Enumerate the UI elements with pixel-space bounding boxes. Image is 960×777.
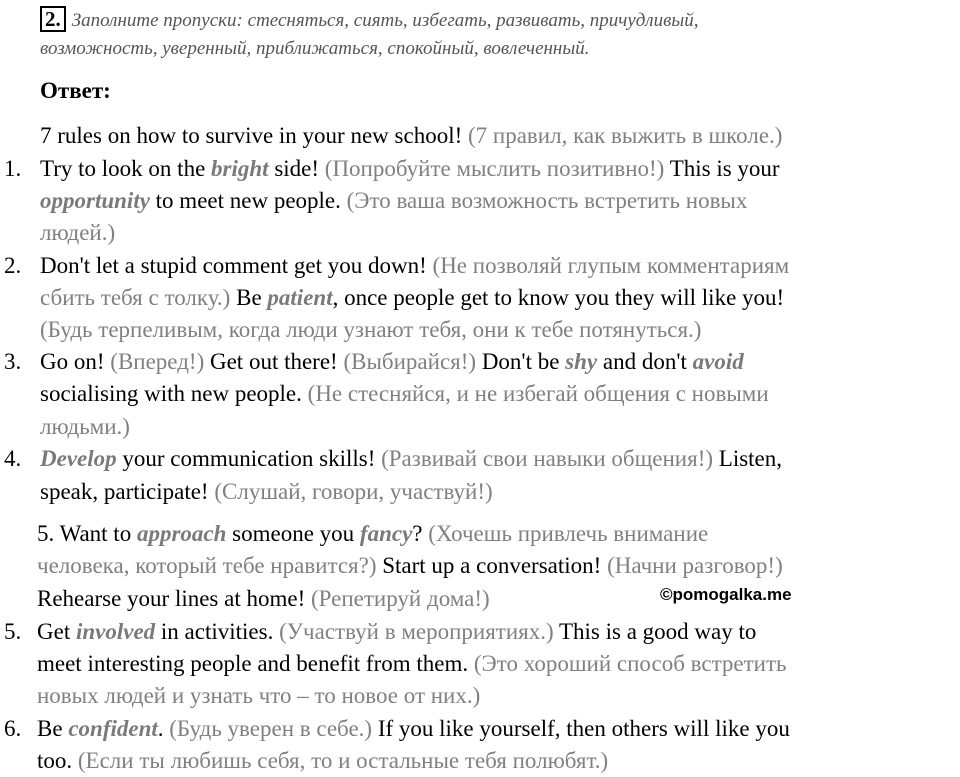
text-line bbox=[37, 583, 490, 615]
text-en: Don't let a stupid comment get you down! bbox=[40, 253, 433, 278]
text-line bbox=[40, 153, 780, 185]
keyword: Develop bbox=[40, 446, 117, 471]
text-ru: людей.) bbox=[40, 220, 116, 245]
list-number: 3. bbox=[4, 349, 22, 374]
text-line bbox=[37, 745, 608, 777]
keyword: opportunity bbox=[40, 188, 150, 213]
text-line bbox=[40, 282, 784, 314]
text-en: speak, participate! bbox=[40, 479, 215, 504]
text-line bbox=[40, 185, 747, 217]
text-ru: людьми.) bbox=[40, 414, 130, 439]
keyword: shy bbox=[565, 349, 598, 374]
text-line bbox=[40, 120, 782, 152]
task-instruction-line2: возможность, уверенный, приближаться, спокойный, вовлеченный. bbox=[40, 38, 590, 59]
text-en: , once people get to know you they will like you! bbox=[332, 285, 785, 310]
text-line bbox=[40, 443, 782, 475]
text-ru: (Репетируй дома!) bbox=[311, 586, 490, 611]
answer-label: Ответ: bbox=[40, 78, 111, 103]
task-number: 2. bbox=[40, 6, 66, 32]
text-ru: человека, который тебе нравится?) bbox=[37, 553, 377, 578]
text-line bbox=[40, 411, 130, 443]
keyword: avoid bbox=[692, 349, 744, 374]
text-ru: (Хочешь привлечь внимание bbox=[428, 521, 709, 546]
text-en: and don't bbox=[597, 349, 693, 374]
text-ru: (Попробуйте мыслить позитивно!) bbox=[324, 156, 665, 181]
text-ru: (Не позволяй глупым комментариям bbox=[432, 253, 790, 278]
text-en: ? bbox=[412, 521, 429, 546]
text-en: This is your bbox=[664, 156, 780, 181]
text-en: Listen, bbox=[713, 446, 783, 471]
text-en: too. bbox=[37, 748, 78, 773]
text-en: If you like yourself, then others will like you bbox=[372, 716, 790, 741]
text-ru: (Вперед!) bbox=[110, 349, 205, 374]
text-ru: (Развивай свои навыки общения!) bbox=[381, 446, 714, 471]
text-ru: (Участвуй в мероприятиях.) bbox=[279, 619, 554, 644]
text-ru: (Будь терпеливым, когда люди узнают тебя, они к тебе потянуться.) bbox=[40, 317, 702, 342]
text-line bbox=[40, 476, 493, 508]
keyword: bright bbox=[211, 156, 269, 181]
text-en: in activities. bbox=[155, 619, 280, 644]
text-ru: (Это ваша возможность встретить новых bbox=[346, 188, 748, 213]
watermark: ©pomogalka.me bbox=[660, 585, 792, 604]
text-line bbox=[40, 346, 744, 378]
list-number: 4. bbox=[4, 446, 22, 471]
text-en: Try to look on the bbox=[40, 156, 212, 181]
text-en: 5. Want to bbox=[37, 521, 137, 546]
text-en: This is a good way to bbox=[553, 619, 757, 644]
text-line bbox=[37, 518, 708, 550]
task-instruction-line1: Заполните пропуски: стесняться, сиять, избегать, развивать, причудливый, bbox=[71, 10, 699, 31]
text-en: Rehearse your lines at home! bbox=[37, 586, 311, 611]
task-instruction bbox=[40, 6, 940, 63]
text-en: Get out there! bbox=[204, 349, 344, 374]
list-number: 1. bbox=[4, 156, 22, 181]
text-en: side! bbox=[268, 156, 325, 181]
text-ru: сбить тебя с толку.) bbox=[40, 285, 231, 310]
keyword: fancy bbox=[359, 521, 413, 546]
text-en: to meet new people. bbox=[149, 188, 347, 213]
text-en: Start up a conversation! bbox=[376, 553, 608, 578]
text-line bbox=[37, 713, 790, 745]
text-line bbox=[37, 550, 783, 582]
keyword: patient bbox=[267, 285, 333, 310]
text-en: meet interesting people and benefit from them. bbox=[37, 651, 474, 676]
text-en: 7 rules on how to survive in your new school! bbox=[40, 123, 468, 148]
list-number: 6. bbox=[4, 716, 22, 741]
list-number: 5. bbox=[4, 619, 22, 644]
text-ru: (Не стесняйся, и не избегай общения с новыми bbox=[307, 381, 769, 406]
text-en: . bbox=[157, 716, 170, 741]
text-en: Be bbox=[230, 285, 268, 310]
text-line bbox=[37, 680, 480, 712]
list-number: 2. bbox=[4, 253, 22, 278]
text-en: Get bbox=[37, 619, 76, 644]
text-ru: новых людей и узнать что – то новое от них.) bbox=[37, 683, 481, 708]
text-ru: (Это хороший способ встретить bbox=[473, 651, 787, 676]
text-ru: (7 правил, как выжить в школе.) bbox=[468, 123, 783, 148]
keyword: confident bbox=[68, 716, 158, 741]
text-line bbox=[37, 648, 787, 680]
text-ru: (Слушай, говори, участвуй!) bbox=[214, 479, 493, 504]
text-ru: (Если ты любишь себя, то и остальные тебя полюбят.) bbox=[77, 748, 609, 773]
text-ru: (Будь уверен в себе.) bbox=[169, 716, 373, 741]
text-line bbox=[40, 250, 789, 282]
text-en: socialising with new people. bbox=[40, 381, 308, 406]
text-line bbox=[40, 378, 769, 410]
text-en: Go on! bbox=[40, 349, 111, 374]
text-line bbox=[40, 217, 115, 249]
text-line bbox=[40, 314, 701, 346]
text-en: Don't be bbox=[476, 349, 566, 374]
text-ru: (Выбирайся!) bbox=[343, 349, 477, 374]
keyword: approach bbox=[136, 521, 227, 546]
text-line bbox=[37, 616, 756, 648]
text-en: someone you bbox=[226, 521, 360, 546]
keyword: involved bbox=[75, 619, 156, 644]
text-en: Be bbox=[37, 716, 69, 741]
text-ru: (Начни разговор!) bbox=[607, 553, 783, 578]
text-en: your communication skills! bbox=[116, 446, 382, 471]
